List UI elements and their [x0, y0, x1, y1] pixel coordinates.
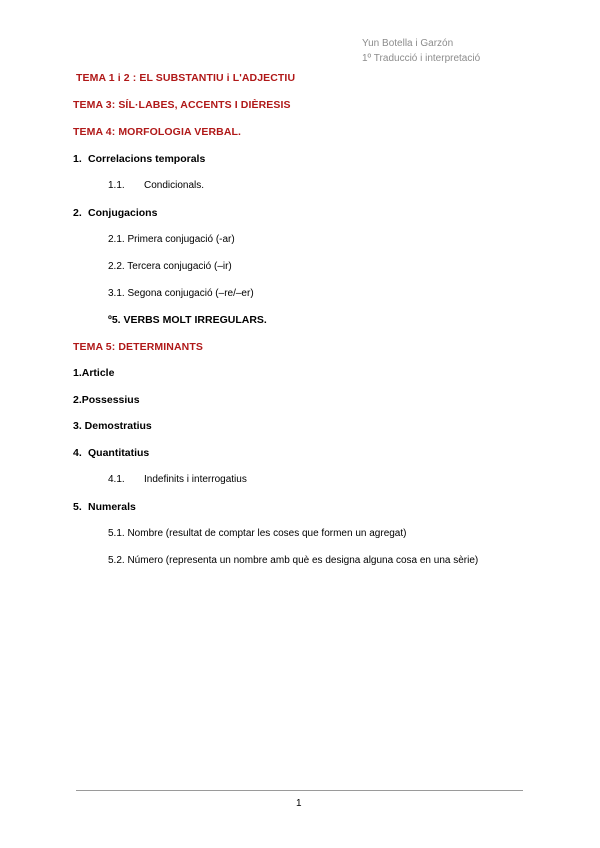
list-item-possessius: 2.Possessius	[73, 394, 140, 406]
list-number: 4.1.	[108, 474, 125, 485]
list-number: 1.	[73, 153, 82, 165]
list-item-nombre: 5.1. Nombre (resultat de comptar les coses que formen un agregat)	[108, 528, 407, 539]
list-item-primera-conjugacio: 2.1. Primera conjugació (-ar)	[108, 234, 235, 245]
list-item-conjugacions	[73, 207, 157, 219]
list-number: 5.	[73, 501, 82, 513]
header-course: 1º Traducció i interpretació	[362, 53, 481, 64]
list-item-correlacions	[73, 153, 205, 165]
footer-divider	[76, 790, 523, 791]
list-text: Condicionals.	[144, 180, 205, 191]
list-text: Numerals	[88, 501, 136, 513]
list-item-verbs-irregulars: º5. VERBS MOLT IRREGULARS.	[108, 314, 267, 326]
list-text: Quantitatius	[88, 447, 150, 459]
list-item-quantitatius	[73, 447, 149, 459]
list-item-tercera-conjugacio: 2.2. Tercera conjugació (–ir)	[108, 261, 232, 272]
heading-tema-1-2: TEMA 1 i 2 : EL SUBSTANTIU i L'ADJECTIU	[76, 72, 296, 84]
list-item-numero: 5.2. Número (representa un nombre amb què es designa alguna cosa en una sèrie)	[108, 555, 479, 566]
list-number: 4.	[73, 447, 82, 459]
list-item-indefinits	[108, 474, 247, 485]
list-item-demostratius: 3. Demostratius	[73, 420, 152, 432]
list-number: 1.1.	[108, 180, 125, 191]
list-text: Conjugacions	[88, 207, 158, 219]
heading-tema-5: TEMA 5: DETERMINANTS	[73, 341, 203, 353]
list-item-article: 1.Article	[73, 367, 115, 379]
list-text: Correlacions temporals	[88, 153, 206, 165]
list-item-segona-conjugacio: 3.1. Segona conjugació (–re/–er)	[108, 288, 254, 299]
header-author: Yun Botella i Garzón	[362, 38, 454, 49]
list-item-numerals	[73, 501, 136, 513]
heading-tema-4: TEMA 4: MORFOLOGIA VERBAL.	[73, 126, 242, 138]
list-item-condicionals	[108, 180, 204, 191]
list-text: Indefinits i interrogatius	[144, 474, 247, 485]
list-number: 2.	[73, 207, 82, 219]
heading-tema-3: TEMA 3: SÍL·LABES, ACCENTS I DIÈRESIS	[73, 99, 291, 111]
page-number: 1	[296, 798, 302, 809]
